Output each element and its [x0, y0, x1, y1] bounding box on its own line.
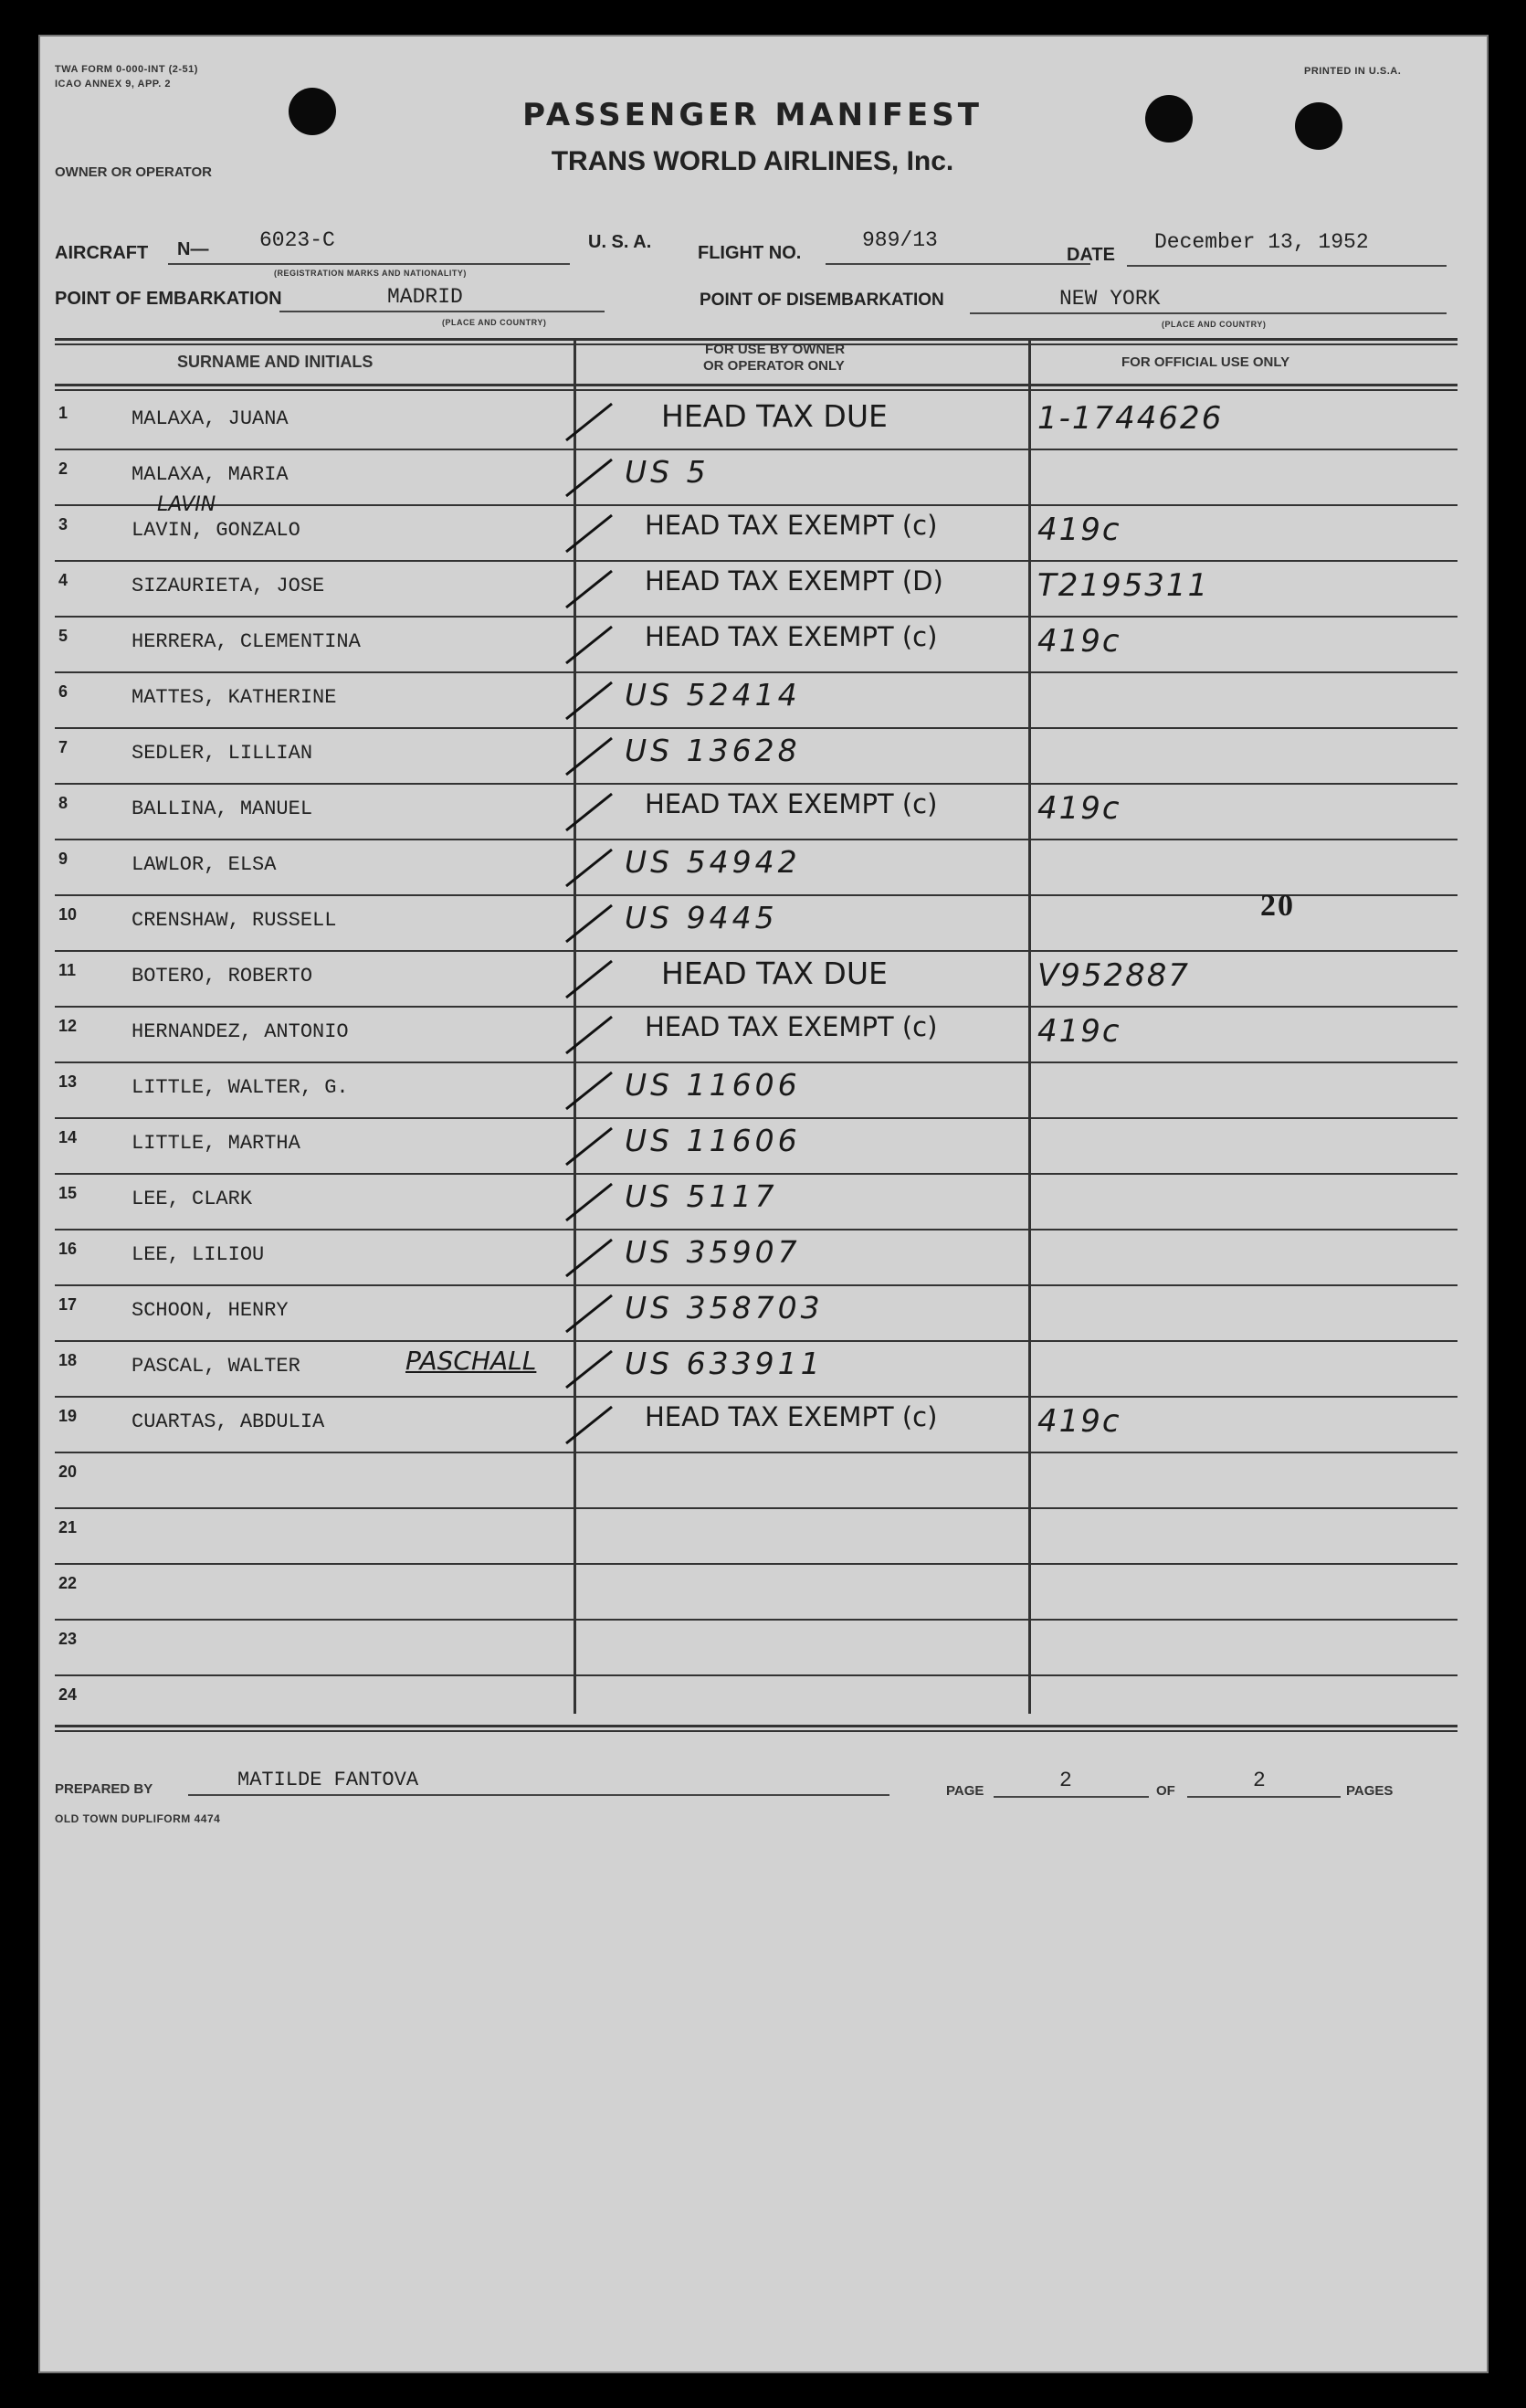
check-mark-icon — [559, 567, 623, 609]
embarkation-label: POINT OF EMBARKATION — [55, 289, 282, 309]
punch-hole-right — [1295, 102, 1342, 150]
check-mark-icon — [559, 1013, 623, 1055]
embarkation-note: (PLACE AND COUNTRY) — [442, 318, 547, 327]
disembarkation-label: POINT OF DISEMBARKATION — [700, 290, 944, 310]
pages-label: PAGES — [1346, 1783, 1394, 1799]
row-number: 8 — [58, 794, 68, 812]
check-mark-icon — [559, 623, 623, 665]
owner-entry: US 5117 — [625, 1178, 778, 1214]
row-number: 15 — [58, 1184, 78, 1202]
owner-entry: US 13628 — [625, 733, 801, 768]
table-row — [40, 1175, 1443, 1230]
official-entry: T2195311 — [1037, 567, 1210, 604]
row-number: 5 — [58, 627, 68, 645]
owner-entry: HEAD TAX DUE — [661, 956, 888, 991]
passenger-name: MATTES, KATHERINE — [132, 686, 337, 709]
passenger-name: CUARTAS, ABDULIA — [132, 1410, 325, 1433]
usa-label: U. S. A. — [588, 232, 652, 252]
owner-entry: US 52414 — [625, 677, 801, 713]
owner-entry: HEAD TAX EXEMPT (c) — [645, 510, 938, 541]
airline-name: TRANS WORLD AIRLINES, Inc. — [551, 146, 954, 176]
owner-entry: HEAD TAX EXEMPT (c) — [645, 788, 938, 819]
row-number: 7 — [58, 738, 68, 756]
date-label: DATE — [1067, 245, 1115, 265]
punch-hole-left — [289, 88, 336, 135]
column-owner-header-2: OR OPERATOR ONLY — [703, 358, 845, 374]
aircraft-value: 6023-C — [259, 228, 335, 252]
row-number: 4 — [58, 571, 68, 589]
passenger-name: LAVIN, GONZALO — [132, 519, 300, 542]
table-row — [40, 840, 1443, 896]
check-mark-icon — [559, 790, 623, 832]
row-number: 20 — [58, 1463, 78, 1481]
official-entry: 419c — [1037, 512, 1121, 548]
passenger-name: LITTLE, MARTHA — [132, 1132, 300, 1155]
passenger-name: LEE, LILIOU — [132, 1243, 265, 1266]
official-entry: V952887 — [1037, 957, 1191, 994]
table-row — [40, 1230, 1443, 1286]
row-number: 21 — [58, 1518, 78, 1537]
table-row — [40, 1509, 1443, 1565]
table-row — [40, 450, 1443, 506]
passenger-name: PASCAL, WALTER — [132, 1355, 300, 1378]
owner-entry: HEAD TAX DUE — [661, 398, 888, 434]
official-entry: 20 — [1260, 889, 1295, 923]
table-row — [40, 889, 1443, 952]
printed-in: PRINTED IN U.S.A. — [1304, 66, 1402, 77]
column-owner-header-1: FOR USE BY OWNER — [705, 342, 846, 357]
row-number: 11 — [58, 961, 77, 979]
page-total: 2 — [1253, 1769, 1266, 1792]
official-entry: 419c — [1037, 1403, 1121, 1440]
owner-operator-label: OWNER OR OPERATOR — [55, 164, 212, 180]
check-mark-icon — [559, 512, 623, 554]
owner-entry: US 633911 — [625, 1346, 824, 1381]
name-correction: LAVIN — [157, 493, 216, 516]
owner-entry: US 11606 — [625, 1123, 801, 1158]
row-number: 1 — [58, 404, 68, 422]
check-mark-icon — [559, 1069, 623, 1111]
flight-label: FLIGHT NO. — [698, 243, 802, 263]
icao-reference: ICAO ANNEX 9, APP. 2 — [55, 79, 171, 90]
row-number: 3 — [58, 515, 68, 533]
passenger-name: HERNANDEZ, ANTONIO — [132, 1020, 349, 1043]
passenger-name: MALAXA, JUANA — [132, 407, 289, 430]
passenger-name: SEDLER, LILLIAN — [132, 742, 313, 765]
manifest-sheet — [38, 35, 1489, 2373]
check-mark-icon — [559, 1403, 623, 1445]
prepared-by-label: PREPARED BY — [55, 1781, 153, 1797]
table-row — [40, 1398, 1443, 1453]
owner-entry: US 5 — [625, 454, 710, 490]
check-mark-icon — [559, 1236, 623, 1278]
official-entry: 1-1744626 — [1037, 400, 1224, 437]
row-number: 10 — [58, 905, 78, 924]
owner-entry: US 358703 — [625, 1290, 824, 1325]
table-row — [40, 493, 1443, 562]
table-row — [40, 1063, 1443, 1119]
table-row — [40, 729, 1443, 785]
row-number: 22 — [58, 1574, 78, 1592]
passenger-name: MALAXA, MARIA — [132, 463, 289, 486]
passenger-name: HERRERA, CLEMENTINA — [132, 630, 361, 653]
of-label: OF — [1156, 1783, 1175, 1799]
check-mark-icon — [559, 456, 623, 498]
table-row — [40, 1342, 1443, 1398]
owner-entry: HEAD TAX EXEMPT (D) — [645, 565, 943, 597]
row-number: 6 — [58, 682, 68, 701]
check-mark-icon — [559, 1180, 623, 1222]
check-mark-icon — [559, 400, 623, 442]
name-correction: PASCHALL — [405, 1346, 537, 1376]
row-number: 18 — [58, 1351, 78, 1369]
passenger-name: LITTLE, WALTER, G. — [132, 1076, 349, 1099]
check-mark-icon — [559, 734, 623, 776]
row-number: 9 — [58, 850, 68, 868]
official-entry: 419c — [1037, 790, 1121, 827]
row-number: 12 — [58, 1017, 78, 1035]
check-mark-icon — [559, 846, 623, 888]
owner-entry: US 54942 — [625, 844, 801, 880]
row-number: 16 — [58, 1240, 78, 1258]
passenger-name: LEE, CLARK — [132, 1188, 253, 1210]
owner-entry: HEAD TAX EXEMPT (c) — [645, 1011, 938, 1042]
passenger-name: CRENSHAW, RUSSELL — [132, 909, 337, 932]
official-entry: 419c — [1037, 1013, 1121, 1050]
column-surname-header: SURNAME AND INITIALS — [177, 353, 374, 371]
aircraft-prefix: N— — [177, 239, 209, 259]
row-number: 24 — [58, 1685, 78, 1704]
table-row — [40, 1621, 1443, 1676]
page-number: 2 — [1059, 1769, 1072, 1792]
row-number: 2 — [58, 459, 68, 478]
row-number: 13 — [58, 1072, 78, 1091]
row-number: 14 — [58, 1128, 78, 1146]
table-row — [40, 673, 1443, 729]
table-row — [40, 618, 1443, 673]
aircraft-label: AIRCRAFT — [55, 243, 149, 263]
column-official-header: FOR OFFICIAL USE ONLY — [1121, 354, 1290, 370]
disembarkation-note: (PLACE AND COUNTRY) — [1162, 320, 1267, 329]
table-row — [40, 395, 1443, 450]
embarkation-value: MADRID — [387, 285, 463, 309]
check-mark-icon — [559, 1292, 623, 1334]
flight-value: 989/13 — [862, 228, 938, 252]
passenger-name: BOTERO, ROBERTO — [132, 965, 313, 987]
check-mark-icon — [559, 957, 623, 999]
row-number: 17 — [58, 1295, 78, 1314]
table-row — [40, 785, 1443, 840]
check-mark-icon — [559, 679, 623, 721]
form-code: TWA FORM 0-000-INT (2-51) — [55, 64, 198, 75]
row-number: 23 — [58, 1630, 78, 1648]
passenger-name: LAWLOR, ELSA — [132, 853, 277, 876]
date-value: December 13, 1952 — [1154, 230, 1369, 254]
page-label: PAGE — [946, 1783, 984, 1799]
table-row — [40, 1453, 1443, 1509]
row-number: 19 — [58, 1407, 78, 1425]
punch-hole-middle — [1145, 95, 1193, 143]
table-row — [40, 1008, 1443, 1063]
owner-entry: HEAD TAX EXEMPT (c) — [645, 1401, 938, 1432]
owner-entry: US 9445 — [625, 900, 778, 935]
passenger-name: SCHOON, HENRY — [132, 1299, 289, 1322]
page-title: PASSENGER MANIFEST — [522, 97, 983, 133]
printer-imprint: OLD TOWN DUPLIFORM 4474 — [55, 1812, 221, 1825]
table-row — [40, 562, 1443, 618]
table-row — [40, 1286, 1443, 1342]
owner-entry: US 35907 — [625, 1234, 801, 1270]
table-row — [40, 1676, 1443, 1732]
check-mark-icon — [559, 1125, 623, 1167]
disembarkation-value: NEW YORK — [1059, 287, 1161, 311]
passenger-name: SIZAURIETA, JOSE — [132, 575, 325, 597]
prepared-by-value: MATILDE FANTOVA — [237, 1769, 419, 1791]
check-mark-icon — [559, 1347, 623, 1389]
table-row — [40, 952, 1443, 1008]
official-entry: 419c — [1037, 623, 1121, 660]
table-row — [40, 1565, 1443, 1621]
registration-note: (REGISTRATION MARKS AND NATIONALITY) — [274, 269, 467, 278]
check-mark-icon — [559, 902, 623, 944]
owner-entry: HEAD TAX EXEMPT (c) — [645, 621, 938, 652]
owner-entry: US 11606 — [625, 1067, 801, 1103]
passenger-name: BALLINA, MANUEL — [132, 797, 313, 820]
table-row — [40, 1119, 1443, 1175]
